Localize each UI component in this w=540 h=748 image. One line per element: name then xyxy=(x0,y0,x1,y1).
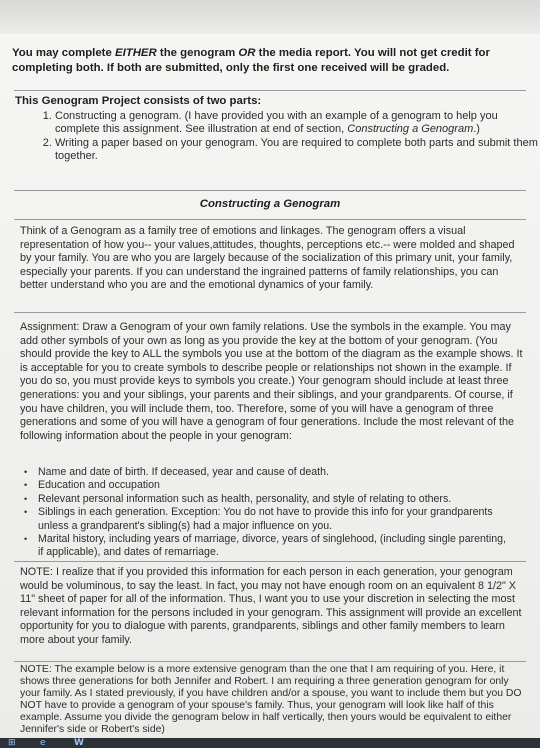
notice-text-1: You may complete xyxy=(12,47,115,59)
windows-icon[interactable]: ⊞ xyxy=(8,738,16,748)
list-item: • Marital history, including years of marriage, divorce, years of singlehood, (including single parenting, if applicable), and dates of remarriage. xyxy=(32,533,512,560)
intro-paragraph: Think of a Genogram as a family tree of emotions and linkages. The genogram offers a visual representation of how you-- your values,attitudes, thoughts, perceptions etc.-- were molded and shaped by your family. You are who you are largely because of the socialization of this primary unit, your family, especially your parents. If you can understand the ingrained patterns of family relationships, you can better understand who you are and the emotional dynamics of your family. xyxy=(20,225,515,292)
word-icon[interactable]: W xyxy=(74,738,84,748)
list-item: • Relevant personal information such as health, personality, and style of relating to others. xyxy=(32,493,512,506)
assignment-paragraph: Assignment: Draw a Genogram of your own family relations. Use the symbols in the example. You may add other symbols of your own as long as you provide the key at the bottom of your genogram. (You should provide the key to ALL the symbols you use at the bottom of the diagram as the example shows. It is acceptable for you to create symbols to describe people or relationships not shown in the example. If you do so, you must provide keys to symbols you create.) Your genogram should include at least three generations: you and your siblings, your parents and their siblings, and your grandparents. Of course, if you have children, you will include them, too. Therefore, some of you will have a genogram of three generations and some of you will have a genogram of four generations. Include the most relevant of the following information about the people in your genogram: xyxy=(20,321,523,442)
divider xyxy=(14,190,526,191)
divider xyxy=(14,219,526,220)
divider xyxy=(14,312,526,313)
section-title: Constructing a Genogram xyxy=(199,198,341,210)
list-item-text: Constructing a genogram. (I have provided you with an example of a genogram to help you complete this assignment. See illustration at end of section, xyxy=(55,110,498,136)
list-item-emphasis: Constructing a Genogram xyxy=(347,123,474,136)
list-item-tail: .) xyxy=(473,123,480,136)
list-item: • Name and date of birth. If deceased, year and cause of death. xyxy=(32,466,512,479)
note-paragraph-1: NOTE: I realize that if you provided this information for each person in each generation, your genogram would be voluminous, to say the least. In fact, you may not have enough room on an equivalent 8 1/2" X 11" sheet of paper for all of the information. Thus, I want you to use your discretion in selecting the most relevant information for the persons included in your genogram. This assignment will provide an excellent opportunity for you to dialogue with parents, grandparents, siblings and other family members to learn more about your family. xyxy=(20,566,522,646)
notice-text-2: the genogram xyxy=(156,47,239,59)
list-item: • Education and occupation xyxy=(32,479,512,492)
project-heading: This Genogram Project consists of two parts: xyxy=(15,95,262,107)
note-paragraph-2: NOTE: The example below is a more extensive genogram than the one that I am requiring of you. Here, it shows three generations for both Jennifer and Robert. I am requiring a three generation genogram for only your family. As I stated previously, if you have children and/or a spouse, you want to include them but you DO NOT have to provide a genogram of your spouse's family. Thus, your genogram will look like half of this example. Assume you divide the genogram below in half vertically, then yours would be equivalent to either Jennifer's side or Robert's side) xyxy=(20,664,522,735)
list-item xyxy=(55,137,540,164)
notice-or: OR xyxy=(238,47,256,59)
divider xyxy=(14,561,526,562)
project-parts-list xyxy=(15,110,540,164)
list-item xyxy=(55,110,540,137)
notice-text-3: the media report. You will not get credit for completing both. If both are submitted, only the first one received will be graded. xyxy=(12,47,490,74)
edge-icon[interactable]: e xyxy=(40,738,46,748)
list-item: • Siblings in each generation. Exception: You do not have to provide this info for your grandparents unless a grandparent's sibling(s) had a major influence on you. xyxy=(32,506,512,533)
screen-top-edge xyxy=(0,0,540,34)
divider xyxy=(14,90,526,91)
notice-either: EITHER xyxy=(114,47,157,59)
list-item-text: Writing a paper based on your genogram. You are required to complete both parts and submit them together. xyxy=(55,136,538,163)
info-list xyxy=(22,466,512,560)
submission-notice xyxy=(12,46,537,76)
divider xyxy=(14,661,526,662)
